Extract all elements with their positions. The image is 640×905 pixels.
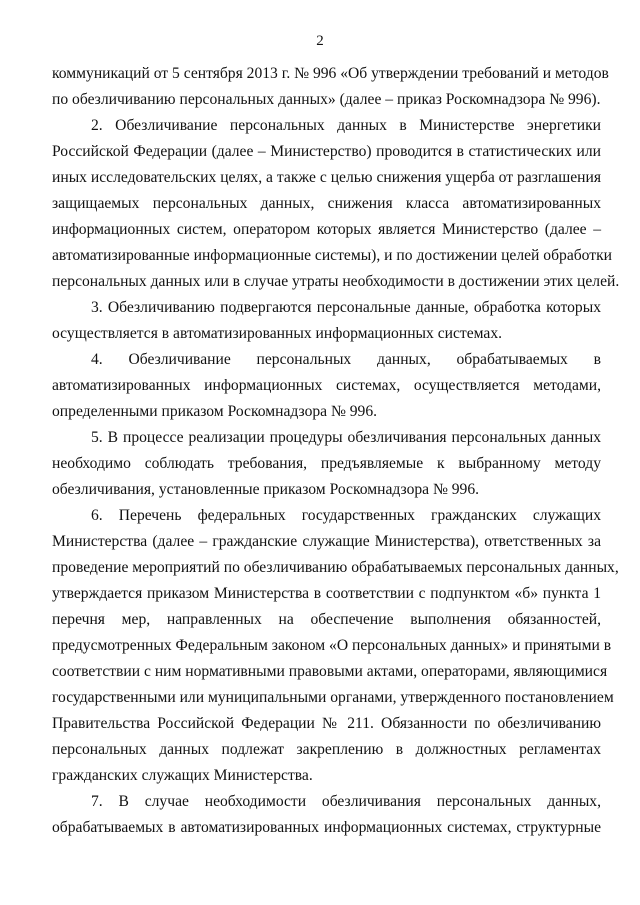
text-line: проведение мероприятий по обезличиванию обрабатываемых персональных данных, (52, 559, 619, 576)
paragraph (52, 347, 601, 425)
paragraph (52, 425, 601, 503)
text-line: Российской Федерации (далее – Министерство) проводится в статистических или (52, 143, 601, 160)
text-line: иных исследовательских целях, а также с целью снижения ущерба от разглашения (52, 169, 601, 186)
page-number: 2 (316, 33, 324, 49)
text-line: 4. Обезличивание персональных данных, обрабатываемых в (91, 351, 601, 368)
text-line: Правительства Российской Федерации № 211. Обязанности по обезличиванию (52, 715, 601, 732)
text-line: гражданских служащих Министерства. (52, 767, 313, 784)
text-line: необходимо соблюдать требования, предъявляемые к выбранному методу (52, 455, 601, 472)
text-line: 2. Обезличивание персональных данных в Министерстве энергетики (91, 117, 601, 134)
text-line: государственными или муниципальными органами, утвержденного постановлением (52, 689, 614, 706)
text-line: 7. В случае необходимости обезличивания персональных данных, (91, 793, 601, 810)
text-line: обрабатываемых в автоматизированных информационных системах, структурные (52, 819, 601, 836)
text-line: перечня мер, направленных на обеспечение выполнения обязанностей, (52, 611, 601, 628)
text-line: персональных данных подлежат закреплению в должностных регламентах (52, 741, 601, 758)
text-line: автоматизированные информационные системы), и по достижении целей обработки (52, 247, 613, 264)
text-line: определенными приказом Роскомнадзора № 996. (52, 403, 378, 420)
text-line: Министерства (далее – гражданские служащие Министерства), ответственных за (52, 533, 601, 550)
text-line: соответствии с ним нормативными правовыми актами, операторами, являющимися (52, 663, 608, 680)
paragraph (52, 113, 620, 295)
paragraph (52, 295, 601, 347)
text-line: предусмотренных Федеральным законом «О персональных данных» и принятыми в (52, 637, 612, 654)
text-line: по обезличиванию персональных данных» (далее – приказ Роскомнадзора № 996). (52, 91, 601, 108)
text-line: 5. В процессе реализации процедуры обезличивания персональных данных (91, 429, 601, 446)
text-line: автоматизированных информационных системах, осуществляется методами, (52, 377, 601, 394)
text-line: персональных данных или в случае утраты необходимости в достижении этих целей. (52, 273, 620, 290)
text-line: коммуникаций от 5 сентября 2013 г. № 996 «Об утверждении требований и методов (52, 65, 609, 82)
text-line: осуществляется в автоматизированных информационных системах. (52, 325, 503, 342)
paragraph (52, 789, 601, 841)
text-line: 3. Обезличиванию подвергаются персональные данные, обработка которых (91, 299, 601, 316)
text-line: утверждается приказом Министерства в соответствии с подпунктом «б» пункта 1 (52, 585, 601, 602)
paragraph (52, 503, 619, 789)
text-line: защищаемых персональных данных, снижения класса автоматизированных (52, 195, 601, 212)
document-body (52, 61, 620, 841)
text-line: 6. Перечень федеральных государственных гражданских служащих (91, 507, 601, 524)
text-line: обезличивания, установленные приказом Роскомнадзора № 996. (52, 481, 480, 498)
text-line: информационных систем, оператором которых является Министерство (далее – (52, 221, 601, 238)
paragraph (52, 61, 609, 113)
